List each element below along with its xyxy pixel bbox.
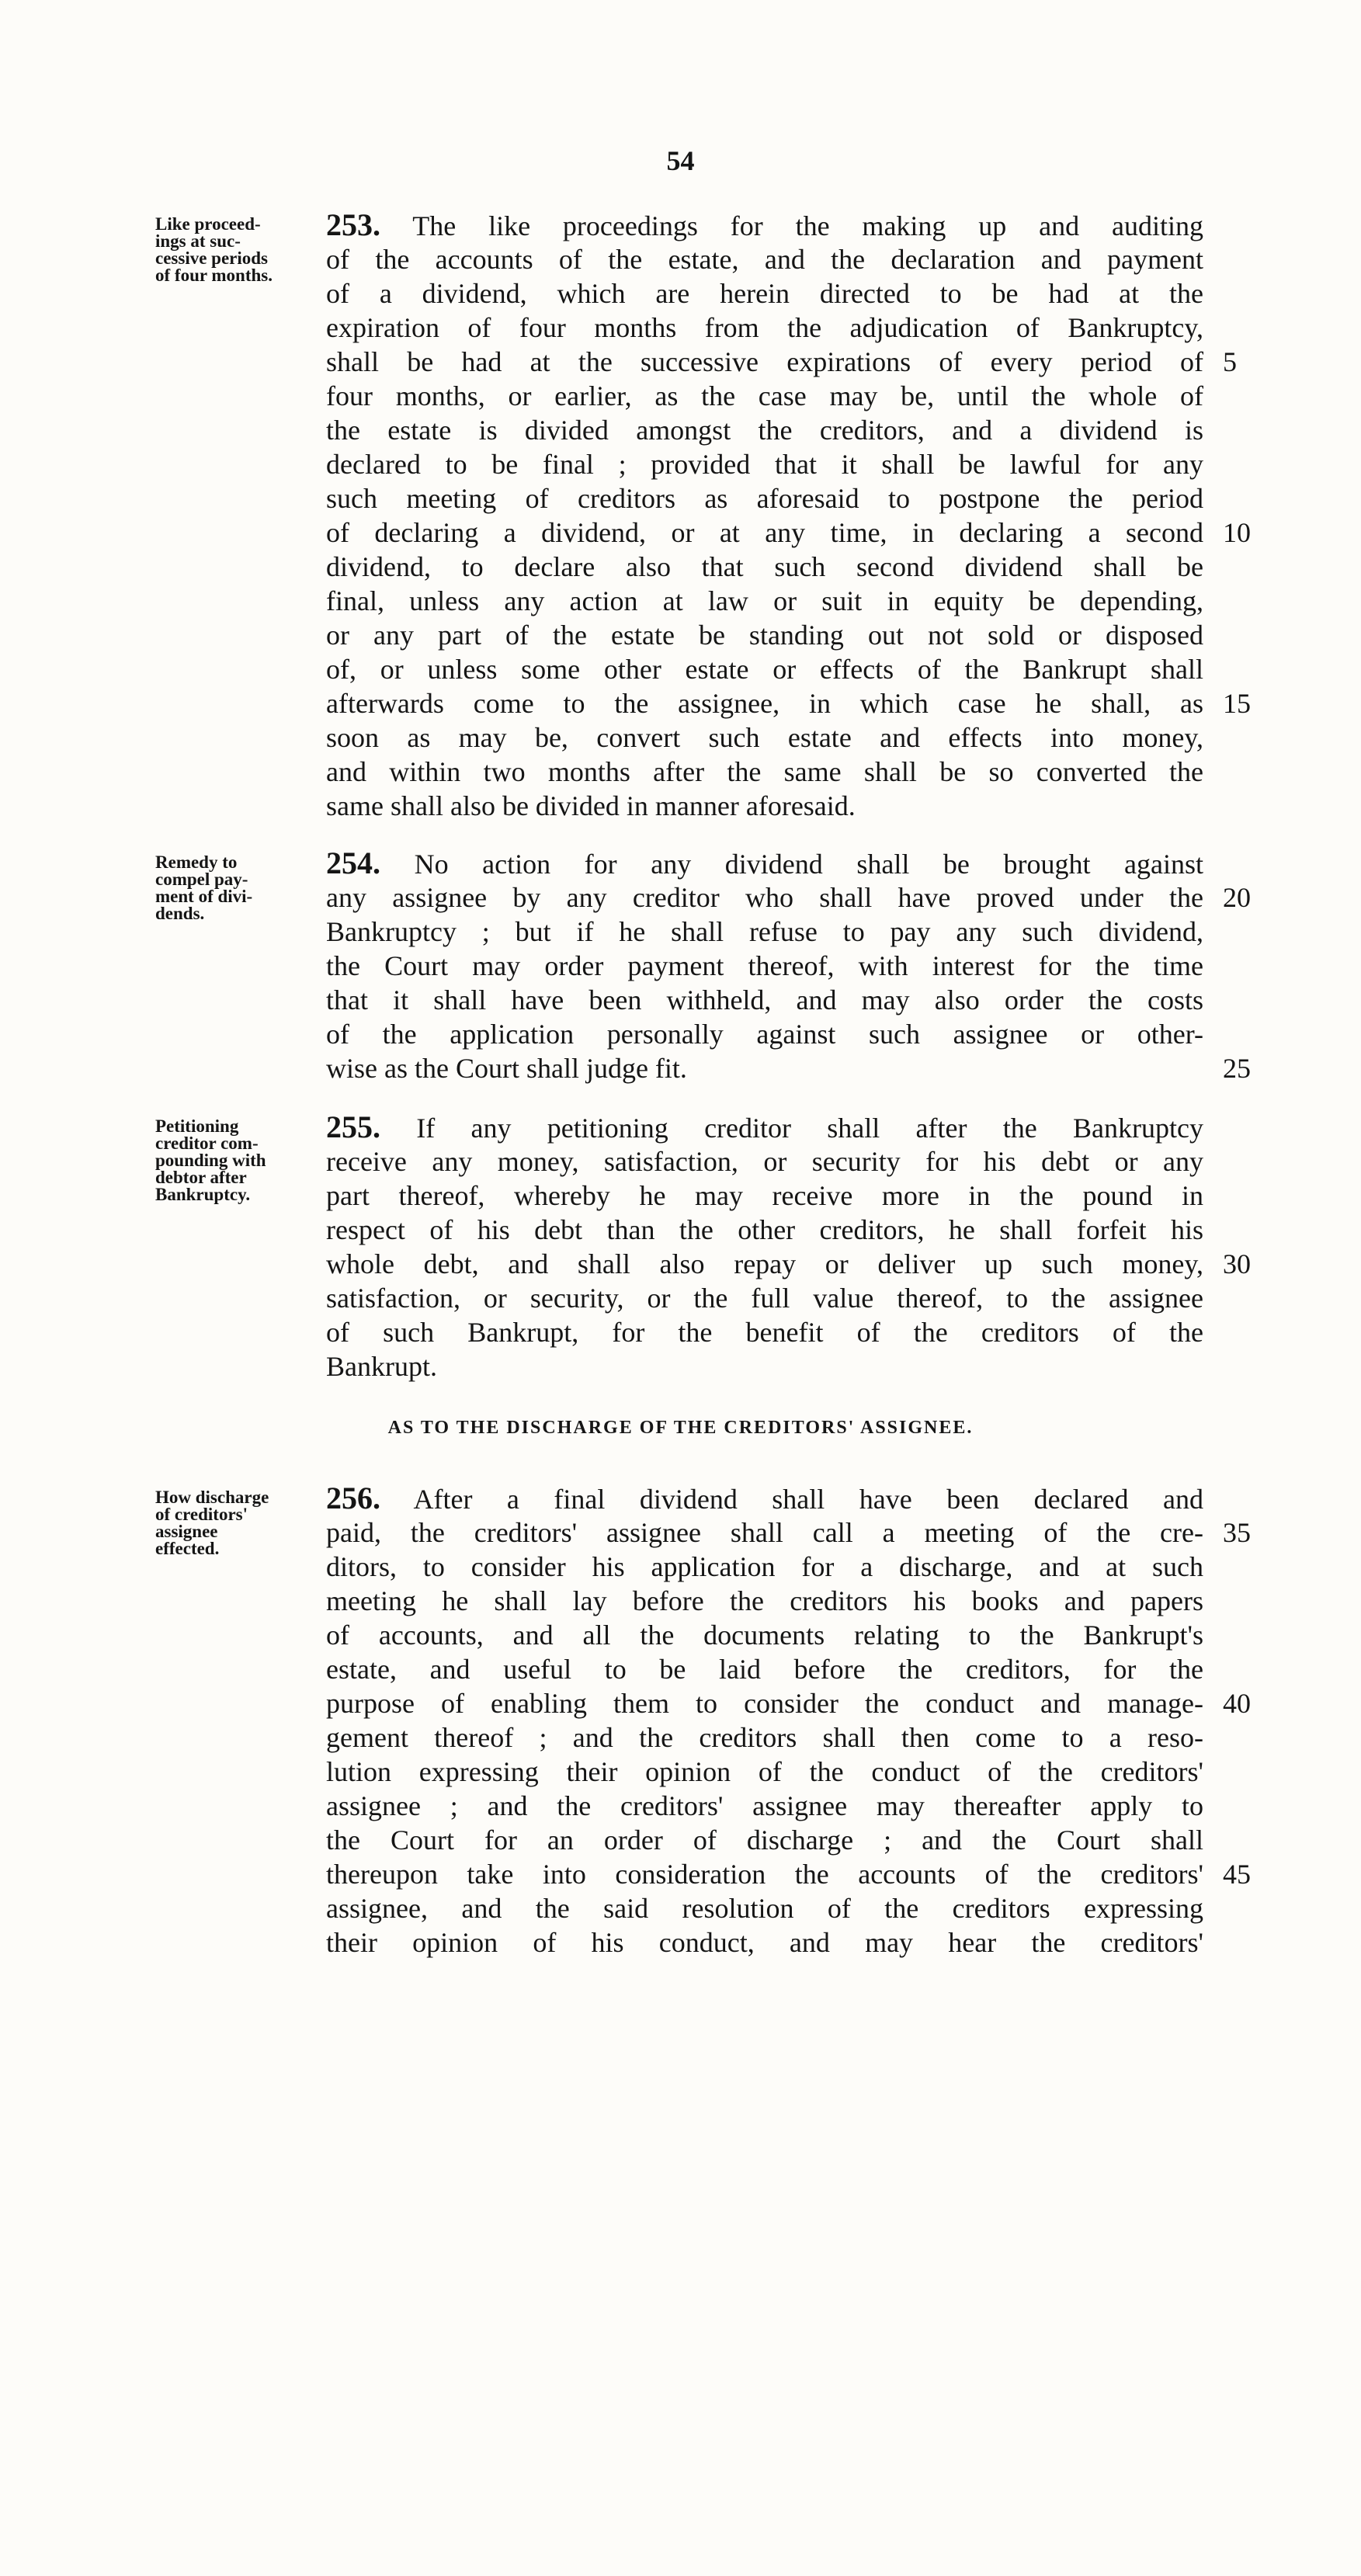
text-line: that it shall have been withheld, and may also order the costs: [326, 984, 1203, 1015]
text-line: dividend, to declare also that such second dividend shall be: [326, 551, 1203, 582]
text-line: and within two months after the same shall be so converted the: [326, 756, 1203, 787]
text-line: meeting he shall lay before the creditors his books and papers: [326, 1585, 1203, 1616]
margin-note-line: pounding with: [155, 1151, 266, 1170]
margin-note: [155, 1489, 318, 1557]
text-line: part thereof, whereby he may receive more in the pound in: [326, 1180, 1203, 1211]
text-line: of the application personally against such assignee or other-: [326, 1019, 1203, 1050]
line-number: 45: [1223, 1859, 1251, 1890]
text-line: purpose of enabling them to consider the conduct and manage-: [326, 1688, 1203, 1719]
margin-note-line: Bankruptcy.: [155, 1185, 251, 1204]
text-line: of declaring a dividend, or at any time, in declaring a second: [326, 517, 1203, 548]
margin-note-line: ings at suc-: [155, 231, 241, 251]
margin-note: [155, 216, 318, 284]
text-line: assignee ; and the creditors' assignee may thereafter apply to: [326, 1790, 1203, 1821]
text-line: declared to be final ; provided that it shall be lawful for any: [326, 449, 1203, 480]
text-line: whole debt, and shall also repay or deliver up such money,: [326, 1248, 1203, 1279]
text-line-content: If any petitioning creditor shall after the Bankruptcy: [416, 1113, 1203, 1144]
line-number: 20: [1223, 882, 1251, 913]
text-line: [326, 846, 1203, 880]
text-line: expiration of four months from the adjudication of Bankruptcy,: [326, 312, 1203, 343]
text-line: ditors, to consider his application for a discharge, and at such: [326, 1551, 1203, 1582]
text-line: the Court may order payment thereof, with interest for the time: [326, 950, 1203, 981]
text-line: the Court for an order of discharge ; and the Court shall: [326, 1824, 1203, 1856]
margin-note-line: cessive periods: [155, 248, 269, 268]
margin-note-line: assignee: [155, 1522, 218, 1541]
margin-note-line: Remedy to: [155, 852, 238, 872]
margin-note-line: dends.: [155, 904, 205, 923]
text-line: wise as the Court shall judge fit.: [326, 1053, 687, 1084]
text-line: thereupon take into consideration the accounts of the creditors': [326, 1859, 1203, 1890]
text-line: gement thereof ; and the creditors shall then come to a reso-: [326, 1722, 1203, 1753]
text-line: lution expressing their opinion of the conduct of the creditors': [326, 1756, 1203, 1787]
page-number: 54: [666, 145, 695, 176]
margin-note-line: debtor after: [155, 1168, 247, 1187]
margin-note-line: creditor com-: [155, 1134, 259, 1153]
line-number: 15: [1223, 688, 1251, 719]
text-line: respect of his debt than the other creditors, he shall forfeit his: [326, 1214, 1203, 1245]
text-line: satisfaction, or security, or the full value thereof, to the assignee: [326, 1283, 1203, 1314]
margin-note-line: Petitioning: [155, 1116, 239, 1136]
margin-note-line: ment of divi-: [155, 887, 253, 906]
section-number: 256.: [326, 1481, 380, 1515]
text-line: any assignee by any creditor who shall have proved under the: [326, 882, 1203, 913]
text-line: soon as may be, convert such estate and effects into money,: [326, 722, 1203, 753]
line-number: 5: [1223, 346, 1237, 377]
line-number: 25: [1223, 1053, 1251, 1084]
line-number: 35: [1223, 1517, 1251, 1548]
text-line: Bankruptcy ; but if he shall refuse to pay any such dividend,: [326, 916, 1203, 947]
text-line: [326, 1481, 1203, 1515]
text-line: estate, and useful to be laid before the creditors, for the: [326, 1654, 1203, 1685]
text-line: Bankrupt.: [326, 1351, 437, 1382]
text-line-content: No action for any dividend shall be brought against: [414, 849, 1204, 880]
text-line: such meeting of creditors as aforesaid to postpone the period: [326, 483, 1203, 514]
text-line: [326, 208, 1203, 242]
text-line-content: After a final dividend shall have been declared and: [413, 1484, 1203, 1515]
text-line: of, or unless some other estate or effects of the Bankrupt shall: [326, 654, 1203, 685]
text-line: receive any money, satisfaction, or security for his debt or any: [326, 1146, 1203, 1177]
text-line: of accounts, and all the documents relating to the Bankrupt's: [326, 1620, 1203, 1651]
margin-note: [155, 854, 318, 922]
text-line: shall be had at the successive expirations of every period of: [326, 346, 1203, 377]
text-line: afterwards come to the assignee, in which case he shall, as: [326, 688, 1203, 719]
text-line: of such Bankrupt, for the benefit of the creditors of the: [326, 1317, 1203, 1348]
text-line: or any part of the estate be standing out not sold or disposed: [326, 620, 1203, 651]
margin-note: [155, 1118, 318, 1203]
margin-note-line: How discharge: [155, 1488, 269, 1507]
section-number: 255.: [326, 1109, 380, 1144]
text-line: final, unless any action at law or suit in equity be depending,: [326, 585, 1203, 616]
section-body: [326, 1110, 1203, 1383]
text-line: the estate is divided amongst the creditors, and a dividend is: [326, 415, 1203, 446]
section-heading: AS TO THE DISCHARGE OF THE CREDITORS' ASSIGNEE.: [387, 1418, 974, 1438]
margin-note-line: effected.: [155, 1539, 220, 1558]
margin-note-line: Like proceed-: [155, 214, 261, 234]
margin-note-line: of creditors': [155, 1505, 248, 1524]
text-line: of a dividend, which are herein directed to be had at the: [326, 278, 1203, 309]
section-body: [326, 846, 1203, 1085]
text-line: their opinion of his conduct, and may hear the creditors': [326, 1927, 1203, 1958]
text-line: [326, 1110, 1203, 1144]
margin-note-line: of four months.: [155, 266, 273, 285]
text-line-content: The like proceedings for the making up and auditing: [412, 210, 1203, 241]
text-line: paid, the creditors' assignee shall call a meeting of the cre-: [326, 1517, 1203, 1548]
text-line: same shall also be divided in manner aforesaid.: [326, 790, 856, 821]
section-body: [326, 1481, 1203, 1960]
section-number: 253.: [326, 207, 380, 242]
line-number: 40: [1223, 1688, 1251, 1719]
section-body: [326, 208, 1203, 823]
line-number: 10: [1223, 517, 1251, 548]
margin-note-line: compel pay-: [155, 870, 248, 889]
text-line: four months, or earlier, as the case may be, until the whole of: [326, 380, 1203, 411]
text-line: of the accounts of the estate, and the declaration and payment: [326, 244, 1203, 275]
section-number: 254.: [326, 845, 380, 880]
text-line: assignee, and the said resolution of the creditors expressing: [326, 1893, 1203, 1924]
line-number: 30: [1223, 1248, 1251, 1279]
